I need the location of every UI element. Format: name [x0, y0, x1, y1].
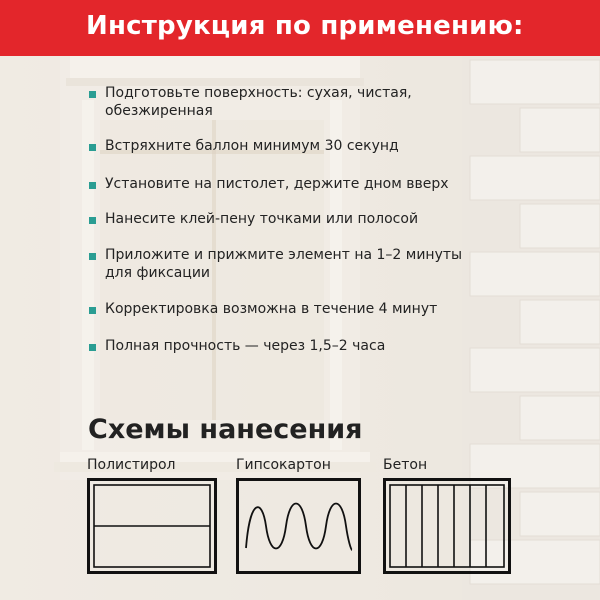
- bullet-icon: [89, 182, 96, 189]
- bullet-icon: [89, 307, 96, 314]
- wave-pattern-icon: [236, 478, 361, 574]
- horizontal-stripes-icon: [87, 478, 217, 574]
- bullet-icon: [89, 217, 96, 224]
- step-item: [86, 137, 506, 155]
- bullet-icon: [89, 144, 96, 151]
- bullet-icon: [89, 344, 96, 351]
- step-text: Полная прочность — через 1,5–2 часа: [105, 338, 386, 354]
- step-item: [86, 210, 506, 228]
- step-item: [86, 300, 506, 318]
- step-text: Корректировка возможна в течение 4 минут: [105, 301, 438, 317]
- step-text: Подготовьте поверхность: сухая, чистая, обезжиренная: [105, 85, 412, 119]
- bullet-icon: [89, 91, 96, 98]
- header-bar: [0, 0, 600, 56]
- page-title: Инструкция по применению:: [86, 11, 524, 41]
- step-item: [86, 84, 506, 120]
- step-text: Встряхните баллон минимум 30 секунд: [105, 138, 399, 154]
- vertical-stripes-icon: [383, 478, 511, 574]
- instructions-panel: [0, 56, 600, 600]
- step-text: Установите на пистолет, держите дном вверх: [105, 176, 449, 192]
- step-item: [86, 337, 506, 355]
- step-text: Приложите и прижмите элемент на 1–2 минуты для фиксации: [105, 247, 463, 281]
- scheme-label: Гипсокартон: [236, 457, 331, 473]
- step-text: Нанесите клей-пену точками или полосой: [105, 211, 419, 227]
- scheme-label: Бетон: [383, 457, 428, 473]
- schemes-title: Схемы нанесения: [88, 414, 363, 445]
- scheme-label: Полистирол: [87, 457, 176, 473]
- step-item: [86, 246, 506, 282]
- step-item: [86, 175, 506, 193]
- bullet-icon: [89, 253, 96, 260]
